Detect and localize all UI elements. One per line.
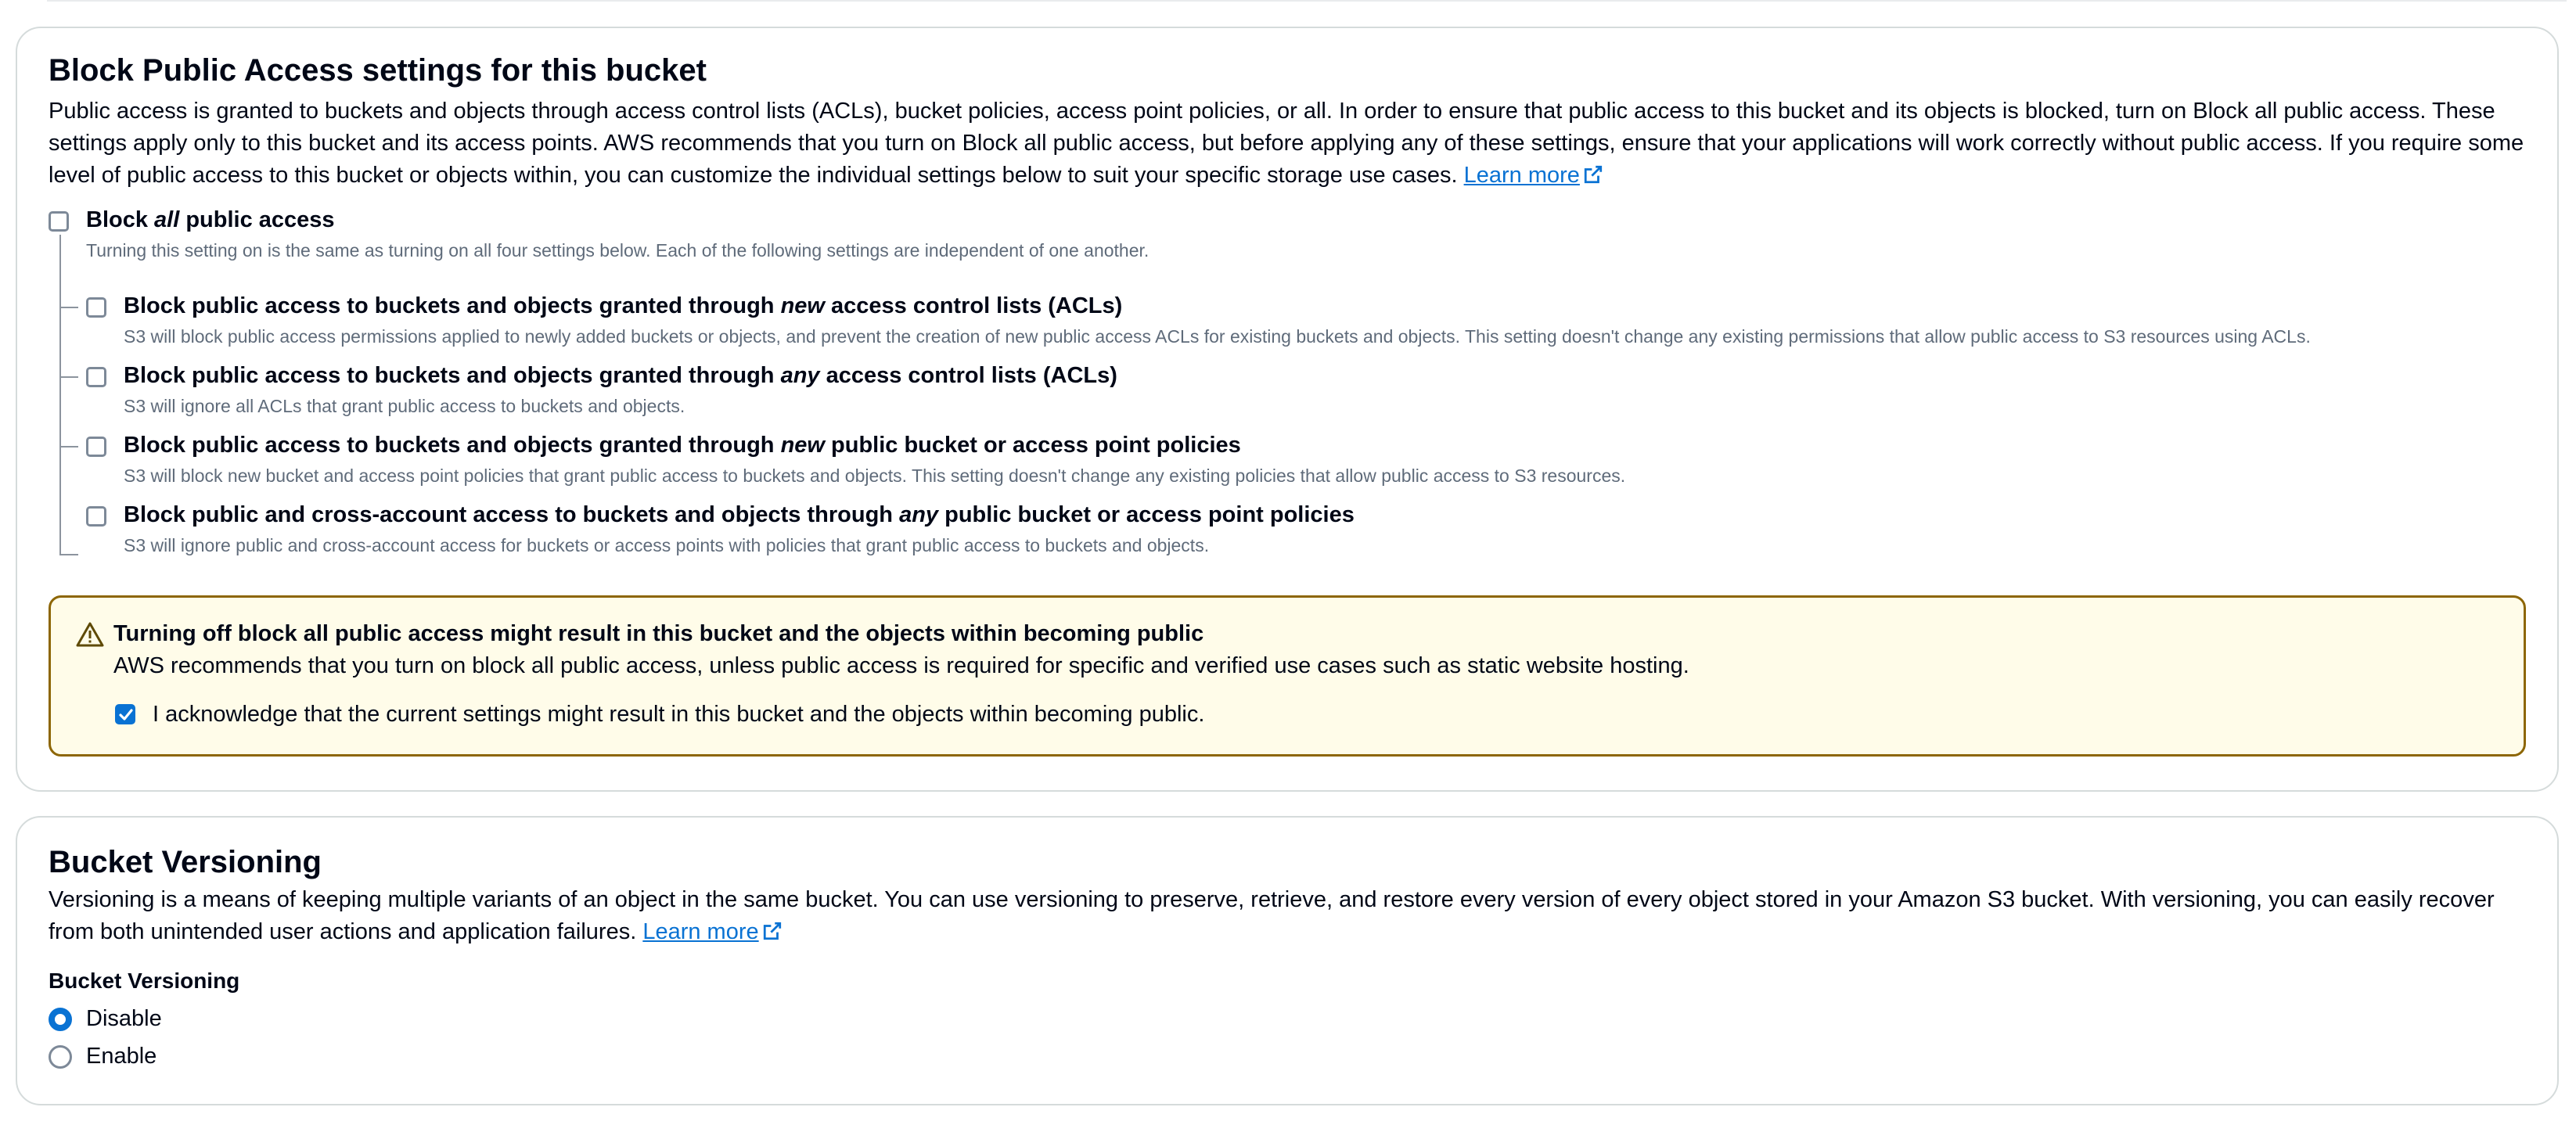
versioning-field-label: Bucket Versioning	[49, 969, 240, 993]
versioning-disable-label[interactable]: Disable	[86, 1006, 162, 1031]
block-new-policies-label[interactable]: Block public access to buckets and objects granted through new public bucket or access point policies	[124, 433, 1241, 458]
block-any-policies-description: S3 will ignore public and cross-account access for buckets or access points with policies that grant public access to buckets and objects.	[124, 535, 1210, 555]
bucket-versioning-panel	[16, 816, 2559, 1105]
block-any-acls-description: S3 will ignore all ACLs that grant public access to buckets and objects.	[124, 396, 685, 416]
block-any-policies-label[interactable]: Block public and cross-account access to buckets and objects through any public bucket or access point policies	[124, 502, 1355, 527]
bucket-versioning-description: Versioning is a means of keeping multiple variants of an object in the same bucket. You can use versioning to preserve, retrieve, and restore every version of every object stored in your Amazon S3 bucket. With versioning, you can easily recover from both unintended user actions and application failures. Learn more	[49, 887, 2495, 944]
acknowledge-checkbox[interactable]	[115, 704, 135, 724]
block-any-acls-checkbox[interactable]	[86, 367, 106, 387]
block-all-checkbox[interactable]	[49, 211, 69, 232]
external-link-icon	[1583, 164, 1603, 185]
block-new-acls-label[interactable]: Block public access to buckets and objects granted through new access control lists (ACLs)	[124, 293, 1123, 318]
block-new-acls-description: S3 will block public access permissions applied to newly added buckets or objects, and prevent the creation of new public access ACLs for existing buckets and objects. This setting doesn't change any existing permissions that allow public access to S3 resources using ACLs.	[124, 326, 2311, 347]
block-all-label[interactable]: Block all public access	[86, 207, 335, 232]
block-new-policies-description: S3 will block new bucket and access point policies that grant public access to buckets and objects. This setting doesn't change any existing policies that allow public access to S3 resources.	[124, 465, 1626, 486]
external-link-icon	[762, 921, 783, 941]
block-any-acls-label[interactable]: Block public access to buckets and objects granted through any access control lists (ACLs)	[124, 363, 1117, 388]
bucket-versioning-title: Bucket Versioning	[49, 845, 322, 879]
block-new-acls-checkbox[interactable]	[86, 297, 106, 318]
block-public-access-title: Block Public Access settings for this bucket	[49, 53, 707, 88]
block-all-description: Turning this setting on is the same as turning on all four settings below. Each of the following settings are independent of one another.	[86, 240, 1149, 261]
block-any-policies-checkbox[interactable]	[86, 506, 106, 527]
block-public-access-panel	[16, 27, 2559, 792]
versioning-disable-radio[interactable]	[49, 1008, 72, 1031]
block-public-access-description: Public access is granted to buckets and objects through access control lists (ACLs), bucket policies, access point policies, or all. In order to ensure that public access to this bucket and its objects is blocked, turn on Block all public access. These settings apply only to this bucket and its access points. AWS recommends that you turn on Block all public access, but before applying any of these settings, ensure that your applications will work correctly without public access. If you require some level of public access to this bucket or objects within, you can customize the individual settings below to suit your specific storage use cases. Learn more	[49, 99, 2524, 188]
top-divider	[47, 0, 2567, 2]
versioning-enable-radio[interactable]	[49, 1045, 72, 1069]
block-new-policies-checkbox[interactable]	[86, 437, 106, 457]
tree-connector	[59, 235, 61, 554]
versioning-learn-more-link[interactable]: Learn more	[642, 919, 782, 944]
warning-title: Turning off block all public access might result in this bucket and the objects within becoming public	[113, 621, 1204, 646]
acknowledge-label[interactable]: I acknowledge that the current settings might result in this bucket and the objects within becoming public.	[153, 702, 1205, 727]
public-access-warning-alert	[49, 595, 2526, 757]
learn-more-link[interactable]: Learn more	[1464, 163, 1603, 188]
versioning-enable-label[interactable]: Enable	[86, 1044, 157, 1069]
warning-body: AWS recommends that you turn on block all public access, unless public access is required for specific and verified use cases such as static website hosting.	[113, 653, 1689, 678]
checkmark-icon	[118, 707, 134, 723]
warning-icon	[76, 621, 104, 648]
